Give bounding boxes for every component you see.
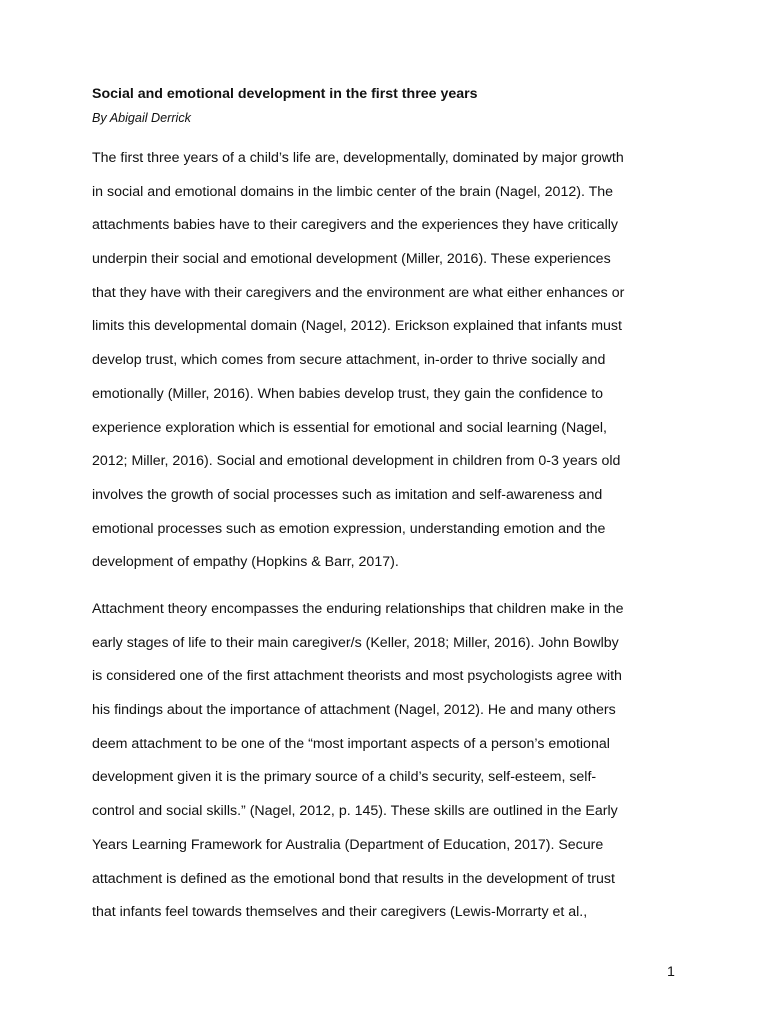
paragraph-line: experience exploration which is essential for emotional and social learning (Nagel, (92, 419, 607, 436)
paragraph-line: early stages of life to their main caregiver/s (Keller, 2018; Miller, 2016). John Bowlby (92, 634, 619, 651)
author-byline: By Abigail Derrick (92, 111, 191, 125)
paragraph-line: attachments babies have to their caregivers and the experiences they have critically (92, 217, 619, 234)
paragraph-line: that infants feel towards themselves and their caregivers (Lewis-Morrarty et al., (92, 904, 588, 921)
document-title: Social and emotional development in the first three years (92, 86, 478, 102)
paragraph-line: his findings about the importance of attachment (Nagel, 2012). He and many others (92, 702, 616, 719)
paragraph-line: Years Learning Framework for Australia (Department of Education, 2017). Secure (92, 836, 604, 853)
paragraph-line: deem attachment to be one of the “most important aspects of a person’s emotional (92, 735, 610, 752)
paragraph-line: development of empathy (Hopkins & Barr, 2017). (92, 554, 399, 571)
page-number: 1 (667, 964, 675, 980)
paragraph-line: Attachment theory encompasses the enduring relationships that children make in the (92, 601, 624, 617)
paragraph-line: involves the growth of social processes such as imitation and self-awareness and (92, 486, 603, 503)
paragraph-line: The first three years of a child’s life are, developmentally, dominated by major growth (92, 150, 624, 166)
paragraph-line: develop trust, which comes from secure attachment, in-order to thrive socially and (92, 352, 606, 369)
paragraph-line: that they have with their caregivers and the environment are what either enhances or (92, 284, 625, 301)
paragraph-line: development given it is the primary source of a child’s security, self-esteem, self- (92, 769, 597, 786)
paragraph-line: emotional processes such as emotion expression, understanding emotion and the (92, 520, 606, 537)
paragraph-line: is considered one of the first attachment theorists and most psychologists agree with (92, 668, 622, 685)
paragraph-line: attachment is defined as the emotional bond that results in the development of trust (92, 870, 615, 887)
paragraph-2 (92, 599, 692, 936)
paragraph-1 (92, 148, 692, 586)
paragraph-line: in social and emotional domains in the limbic center of the brain (Nagel, 2012). The (92, 183, 614, 200)
paragraph-line: control and social skills.” (Nagel, 2012, p. 145). These skills are outlined in the Early (92, 803, 618, 820)
paragraph-line: limits this developmental domain (Nagel, 2012). Erickson explained that infants must (92, 318, 622, 335)
paragraph-line: underpin their social and emotional development (Miller, 2016). These experiences (92, 251, 611, 268)
paragraph-line: 2012; Miller, 2016). Social and emotional development in children from 0-3 years old (92, 453, 621, 470)
paragraph-line: emotionally (Miller, 2016). When babies develop trust, they gain the confidence to (92, 385, 604, 402)
